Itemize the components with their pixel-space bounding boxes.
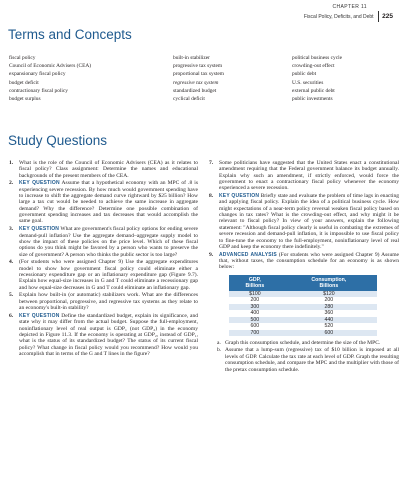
consumption-cell: 200	[324, 297, 334, 304]
advanced-analysis-label: ADVANCED ANALYSIS	[219, 251, 277, 258]
term-item: built-in stabilizer	[173, 55, 210, 61]
column-header-gdp	[229, 275, 281, 291]
question-number: 6.	[9, 312, 14, 319]
questions-right-column	[209, 160, 399, 374]
chapter-label: CHAPTER 11	[332, 4, 367, 10]
term-item: regressive tax system	[173, 79, 219, 86]
term-item: progressive tax system	[173, 63, 223, 70]
term-item: public debt	[292, 71, 317, 78]
key-question-label: KEY QUESTION	[219, 193, 260, 200]
question-number: 2.	[9, 180, 14, 187]
subquestion-text: Assume that a lump-sum (regressive) tax of $10 billion is imposed at all levels of GDP. Calculate the tax rate at each level of GDP. Graph the resulting consumption schedule, and compare the MPC and the multiplier with those of the pretax consumption schedule.	[225, 347, 399, 373]
term-item: budget surplus	[9, 96, 41, 103]
subquestion-letter: a.	[217, 340, 221, 347]
questions-left-column	[9, 160, 198, 359]
term-item: cyclical deficit	[173, 96, 205, 103]
question-4	[9, 259, 198, 291]
question-1	[9, 160, 198, 179]
gdp-cell: 600	[250, 323, 260, 330]
header-line: Billions	[245, 282, 265, 289]
gdp-cell: 500	[229, 317, 281, 324]
term-item: fiscal policy	[9, 55, 36, 61]
consumption-cell: $120	[281, 291, 377, 298]
consumption-cell: 360	[324, 310, 334, 317]
question-text: Assume that a hypothetical economy with an MPC of .8 is experiencing severe recession. By how much would government spending have to increase to shift the aggregate demand curve rightward by $25 billion? How large a tax cut would be needed to achieve the same increase in aggregate demand? Why the difference? Determine one possible combination of government spending increases and tax decreases that would accomplish the same goal.	[19, 180, 198, 225]
consumption-schedule-table	[229, 275, 377, 337]
consumption-cell: 440	[281, 317, 377, 324]
gdp-cell: $100	[229, 291, 281, 298]
key-question-label: KEY QUESTION	[19, 312, 60, 319]
term-item: political business cycle	[292, 55, 343, 61]
question-text: (For students who were assigned Chapter 9) Use the aggregate expenditures model to show how government fiscal policy could eliminate either a recessionary expenditure gap or an inflationary expenditure gap (Figure 9.7). Explain how equal-size increases in G and T could eliminate a recessionary gap and how equal-size decreases in G and T could eliminate an inflationary gap.	[19, 259, 198, 291]
consumption-cell: 520	[324, 323, 334, 330]
question-text: Briefly state and evaluate the problem of time lags in enacting and applying fiscal policy. Explain the idea of a political business cycle. How might expectations of a near-term policy reversal weaken fiscal policy based on changes in tax rates? What is the crowding-out effect, and why might it be relevant to fiscal policy? In view of your answers, explain the following statement: "Although fiscal policy clearly is useful in combating the extremes of severe recession and demand-pull inflation, it is impossible to use fiscal policy to fine-tune the economy to the full-employment, noninflationary level of real GDP and keep the economy there indefinitely."	[219, 193, 399, 250]
term-item: expansionary fiscal policy	[9, 71, 66, 78]
header-divider	[378, 11, 379, 22]
term-item: public investments	[292, 96, 333, 103]
question-number: 7.	[209, 160, 214, 166]
question-text: (For students who were assigned Chapter 9) Assume that, without taxes, the consumption schedule for an economy is as shown below:	[219, 251, 399, 271]
key-question-label: KEY QUESTION	[19, 180, 60, 187]
table-row	[229, 330, 377, 337]
question-text: What is the role of the Council of Economic Advisers (CEA) as it relates to fiscal policy? Class assignment: Determine the names and educational backgrounds of the present members of the CEA.	[19, 160, 198, 179]
consumption-cell: 280	[281, 304, 377, 311]
term-item: crowding-out effect	[292, 63, 335, 70]
question-2	[9, 180, 198, 224]
question-number: 1.	[9, 160, 14, 166]
terms-list	[9, 55, 399, 103]
consumption-cell: 600	[281, 330, 377, 337]
question-text: Explain how built-in (or automatic) stabilizers work. What are the differences between proportional, progressive, and regressive tax systems as they relate to an economy's built-in stability?	[19, 292, 198, 312]
running-header	[304, 4, 393, 22]
question-8	[209, 193, 399, 250]
question-text: What are government's fiscal policy options for ending severe demand-pull inflation? Use the aggregate demand–aggregate supply model to show the impact of these policies on the price level. Which of these fiscal options do you think might be favored by a person who wants to preserve the size of government? A person who thinks the public sector is too large?	[19, 226, 198, 258]
subquestion-letter: b.	[217, 347, 222, 354]
term-item: U.S. securities	[292, 79, 324, 86]
chapter-title: Fiscal Policy, Deficits, and Debt	[303, 13, 374, 20]
question-text: Some politicians have suggested that the United States enact a constitutional amendment requiring that the Federal government balance its budget annually. Explain why such an amendment, if strictly enforced, would force the government to enact a contractionary fiscal policy whenever the economy experienced a severe recession.	[219, 160, 399, 192]
question-9b	[209, 347, 399, 372]
question-9a	[209, 340, 399, 346]
question-number: 4.	[9, 259, 14, 266]
term-item: external public debt	[292, 87, 335, 94]
header-line: Billions	[319, 282, 339, 289]
question-number: 8.	[209, 193, 214, 200]
column-header-consumption	[281, 275, 377, 291]
question-3	[9, 226, 198, 258]
term-item: budget deficit	[9, 79, 39, 86]
question-9	[209, 252, 399, 271]
page-number: 225	[382, 13, 393, 20]
question-number: 5.	[9, 292, 14, 299]
question-number: 3.	[9, 226, 14, 233]
gdp-cell: 700	[229, 330, 281, 337]
gdp-cell: 200	[250, 297, 260, 304]
question-5	[9, 292, 198, 311]
term-item: standardized budget	[173, 87, 217, 94]
header-line: Consumption,	[311, 276, 347, 283]
question-7	[209, 160, 399, 192]
term-item: proportional tax system	[173, 71, 224, 78]
subquestion-text: Graph this consumption schedule, and determine the size of the MPC.	[225, 340, 381, 347]
term-item: Council of Economic Advisers (CEA)	[9, 63, 92, 70]
study-questions-heading: Study Questions	[8, 133, 108, 148]
question-6	[9, 313, 198, 357]
gdp-cell: 400	[250, 310, 260, 317]
header-line: GDP,	[248, 276, 261, 283]
key-question-label: KEY QUESTION	[19, 226, 60, 233]
gdp-cell: 300	[229, 304, 281, 311]
term-item: contractionary fiscal policy	[9, 87, 68, 94]
question-number: 9.	[209, 251, 214, 258]
question-text: Define the standardized budget, explain its significance, and state why it may differ from the actual budget. Suppose the full-employment, noninflationary level of real output is GDP₁ (not GDP₂) in the economy depicted in Figure 11.3. If the economy is operating at GDP₂, instead of GDP₁, what is the status of its standardized budget? The status of its current fiscal policy? What change in fiscal policy would you recommend? How would you accomplish that in terms of the G and T lines in the figure?	[19, 312, 198, 357]
terms-heading: Terms and Concepts	[8, 27, 132, 42]
